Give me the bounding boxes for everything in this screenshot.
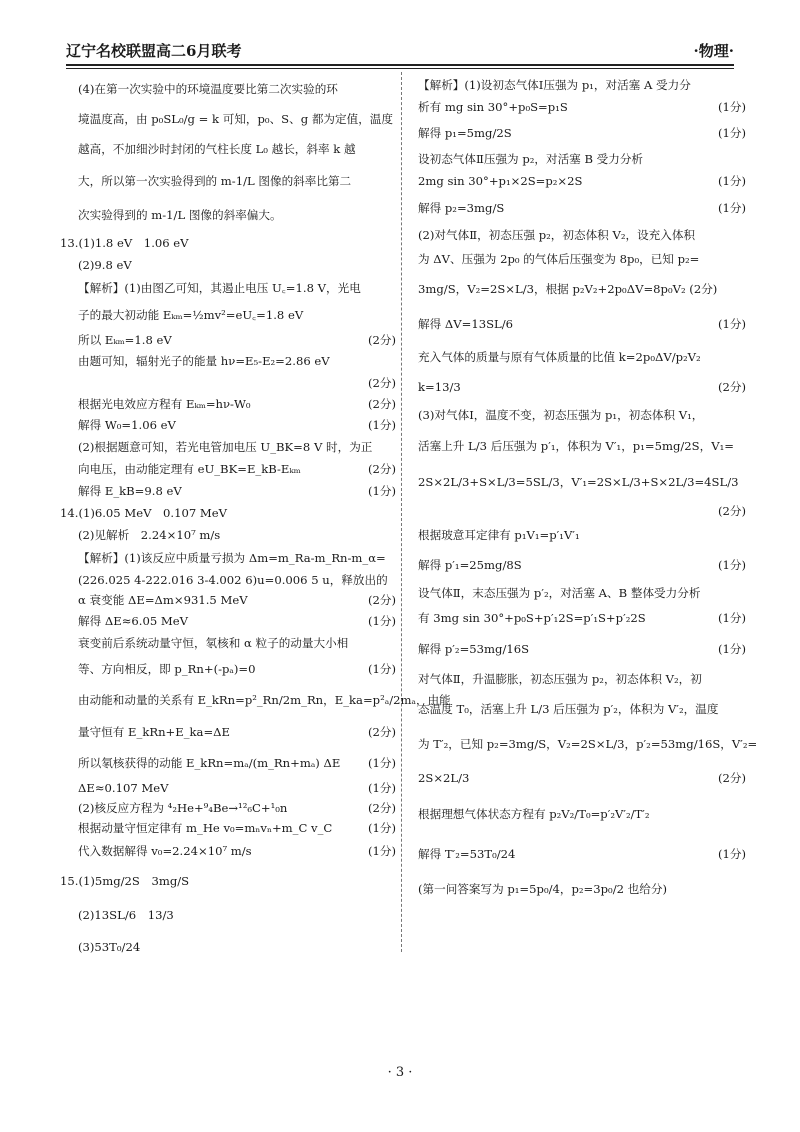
answer-text: 向电压，由动能定理有 eU_BK=E_kB-Eₖₘ (78, 462, 301, 476)
right-line (418, 548, 746, 582)
right-line (418, 272, 746, 306)
right-line (418, 522, 746, 548)
answer-text: 解得 p′₂=53mg/16S (418, 642, 530, 656)
answer-text: 代入数据解得 v₀=2.24×10⁷ m/s (78, 844, 252, 858)
answer-text: 解得 T′₂=53T₀/24 (418, 847, 516, 861)
left-line (60, 838, 396, 864)
answer-text: 解得 p₂=3mg/S (418, 201, 505, 215)
answer-text: 大，所以第一次实验得到的 m-1/L 图像的斜率比第二 (78, 174, 352, 188)
score-points: (1分) (367, 614, 396, 628)
left-line (60, 394, 396, 414)
score-points: (2分) (367, 801, 396, 815)
left-line (60, 590, 396, 610)
answer-text: 根据理想气体状态方程有 p₂V₂/T₀=p′₂V′₂/T′₂ (418, 807, 650, 821)
score-points: (1分) (717, 847, 746, 861)
left-line (60, 610, 396, 632)
right-line (418, 692, 746, 726)
page-header (66, 40, 734, 66)
score-points: (1分) (367, 484, 396, 498)
right-line (418, 632, 746, 666)
score-points: (2分) (367, 376, 396, 390)
score-points: (1分) (367, 662, 396, 676)
header-rule-thin (66, 68, 734, 69)
left-line (60, 546, 396, 570)
right-column (418, 74, 758, 904)
right-line (418, 96, 746, 118)
left-line (60, 436, 396, 458)
column-divider (401, 72, 402, 952)
right-line (418, 726, 758, 762)
score-points: (2分) (717, 380, 746, 394)
answer-text: 所以 Eₖₘ=1.8 eV (78, 333, 172, 347)
answer-text: 解得 ΔE≈6.05 MeV (78, 614, 189, 628)
left-line (60, 74, 396, 104)
answer-text: (2)13SL/6 13/3 (78, 908, 174, 922)
answer-text: (2)核反应方程为 ⁴₂He+⁹₄Be→¹²₆C+¹₀n (78, 801, 288, 815)
right-line (418, 170, 746, 192)
score-points: (1分) (367, 756, 396, 770)
answer-text: 2S×2L/3+S×L/3=5SL/3，V′₁=2S×L/3+S×2L/3=4SL/3 (418, 475, 739, 489)
answer-text: (3)53T₀/24 (78, 940, 141, 954)
answer-text: 设初态气体Ⅱ压强为 p₂，对活塞 B 受力分析 (418, 152, 644, 166)
left-line (60, 798, 396, 818)
right-line (418, 428, 746, 464)
score-points: (1分) (717, 642, 746, 656)
left-line (60, 748, 396, 778)
left-line (60, 232, 396, 254)
left-line (60, 458, 396, 480)
right-line (418, 762, 746, 794)
left-line (60, 864, 396, 898)
left-line (60, 414, 396, 436)
answer-text: 由动能和动量的关系有 E_kRn=p²_Rn/2m_Rn，E_ka=p²ₐ/2mₐ，由能 (78, 693, 451, 707)
header-rule-thick (66, 64, 734, 66)
left-line (60, 570, 396, 590)
answer-text: 境温度高，由 p₀SL₀/g = k 可知，p₀、S、g 都为定值，温度 (78, 112, 393, 126)
right-line (418, 224, 746, 246)
right-line (418, 500, 746, 522)
score-points: (1分) (717, 611, 746, 625)
answer-text: 2mg sin 30°+p₁×2S=p₂×2S (418, 174, 583, 188)
answer-text: 衰变前后系统动量守恒，氡核和 α 粒子的动量大小相 (78, 636, 349, 650)
right-line (418, 372, 746, 402)
answer-text: 15.(1)5mg/2S 3mg/S (60, 874, 190, 888)
right-line (418, 402, 746, 428)
answer-text: (2)见解析 2.24×10⁷ m/s (78, 528, 221, 542)
page-number: · 3 · (387, 1065, 413, 1080)
answer-text: 【解析】(1)该反应中质量亏损为 Δm=m_Ra-m_Rn-m_α= (78, 551, 386, 565)
right-line (418, 192, 746, 224)
left-line (60, 104, 396, 134)
left-line (60, 134, 396, 164)
right-line (418, 582, 746, 604)
answer-text: 为 ΔV、压强为 2p₀ 的气体后压强变为 8p₀，已知 p₂= (418, 252, 700, 266)
left-line (60, 632, 396, 654)
right-line (418, 834, 746, 874)
answer-text: 解得 ΔV=13SL/6 (418, 317, 514, 331)
score-points: (2分) (367, 593, 396, 607)
score-points: (2分) (717, 504, 746, 518)
answer-text: 2S×2L/3 (418, 771, 470, 785)
left-line (60, 372, 396, 394)
left-line (60, 684, 451, 716)
right-line (418, 342, 746, 372)
answer-text: 14.(1)6.05 MeV 0.107 MeV (60, 506, 228, 520)
left-line (60, 164, 396, 198)
score-points: (1分) (367, 844, 396, 858)
left-line (60, 654, 396, 684)
answer-text: 根据光电效应方程有 Eₖₘ=hν-W₀ (78, 397, 251, 411)
score-points: (1分) (717, 126, 746, 140)
answer-text: 解得 p′₁=25mg/8S (418, 558, 522, 572)
right-line (418, 604, 746, 632)
subject-label: ·物理· (693, 42, 734, 60)
right-line (418, 306, 746, 342)
answer-text: 解得 p₁=5mg/2S (418, 126, 512, 140)
left-line (60, 778, 396, 798)
score-points: (1分) (367, 418, 396, 432)
score-points: (2分) (717, 771, 746, 785)
answer-text: k=13/3 (418, 380, 461, 394)
answer-text: (2)对气体Ⅱ，初态压强 p₂，初态体积 V₂，设充入体积 (418, 228, 696, 242)
answer-text: 根据动量守恒定律有 m_He v₀=mₙvₙ+m_C v_C (78, 821, 333, 835)
answer-text: 次实验得到的 m-1/L 图像的斜率偏大。 (78, 208, 282, 222)
score-points: (2分) (367, 333, 396, 347)
right-line (418, 874, 746, 904)
answer-text: 所以氡核获得的动能 E_kRn=mₐ/(m_Rn+mₐ) ΔE (78, 756, 341, 770)
right-line (418, 666, 746, 692)
answer-text: 对气体Ⅱ，升温膨胀，初态压强为 p₂，初态体积 V₂，初 (418, 672, 702, 686)
answer-text: 为 T′₂，已知 p₂=3mg/S，V₂=2S×L/3，p′₂=53mg/16S，V′₂= (418, 737, 758, 751)
left-line (60, 716, 396, 748)
answer-text: (3)对气体Ⅰ，温度不变，初态压强为 p₁，初态体积 V₁， (418, 408, 704, 422)
answer-text: 3mg/S，V₂=2S×L/3，根据 p₂V₂+2p₀ΔV=8p₀V₂ (2分) (418, 282, 718, 296)
right-line (418, 74, 746, 96)
answer-text: ΔE≈0.107 MeV (78, 781, 169, 795)
answer-text: 解得 W₀=1.06 eV (78, 418, 176, 432)
answer-text: 由题可知，辐射光子的能量 hν=E₅-E₂=2.86 eV (78, 354, 330, 368)
right-line (418, 794, 746, 834)
score-points: (1分) (717, 174, 746, 188)
answer-text: 析有 mg sin 30°+p₀S=p₁S (418, 100, 568, 114)
left-line (60, 276, 396, 300)
answer-text: (4)在第一次实验中的环境温度要比第二次实验的环 (78, 82, 338, 96)
answer-text: 子的最大初动能 Eₖₘ=½mv²=eU꜀=1.8 eV (78, 308, 304, 322)
answer-text: (2)9.8 eV (78, 258, 132, 272)
left-line (60, 300, 396, 330)
right-line (418, 118, 746, 148)
score-points: (1分) (717, 100, 746, 114)
answer-text: (第一问答案写为 p₁=5p₀/4，p₂=3p₀/2 也给分) (418, 882, 667, 896)
left-line (60, 350, 396, 372)
left-line (60, 502, 396, 524)
right-line (418, 246, 746, 272)
score-points: (2分) (367, 397, 396, 411)
score-points: (1分) (717, 558, 746, 572)
exam-title: 辽宁名校联盟高二6月联考 (66, 42, 242, 60)
left-line (60, 524, 396, 546)
answer-text: 【解析】(1)设初态气体Ⅰ压强为 p₁，对活塞 A 受力分 (418, 78, 691, 92)
left-line (60, 480, 396, 502)
answer-text: α 衰变能 ΔE=Δm×931.5 MeV (78, 593, 248, 607)
answer-text: 量守恒有 E_kRn+E_ka=ΔE (78, 725, 231, 739)
score-points: (2分) (367, 725, 396, 739)
answer-text: 态温度 T₀，活塞上升 L/3 后压强为 p′₂，体积为 V′₂，温度 (418, 702, 719, 716)
left-line (60, 818, 396, 838)
left-line (60, 898, 396, 932)
left-line (60, 330, 396, 350)
answer-text: 设气体Ⅱ，末态压强为 p′₂，对活塞 A、B 整体受力分析 (418, 586, 701, 600)
left-line (60, 254, 396, 276)
answer-text: 【解析】(1)由图乙可知，其遏止电压 U꜀=1.8 V，光电 (78, 281, 361, 295)
score-points: (1分) (367, 821, 396, 835)
answer-text: 根据玻意耳定律有 p₁V₁=p′₁V′₁ (418, 528, 580, 542)
left-line (60, 932, 396, 962)
score-points: (1分) (367, 781, 396, 795)
right-line (418, 464, 746, 500)
left-line (60, 198, 396, 232)
answer-text: 越高，不加细沙时封闭的气柱长度 L₀ 越长，斜率 k 越 (78, 142, 356, 156)
answer-text: 13.(1)1.8 eV 1.06 eV (60, 236, 189, 250)
answer-text: (226.025 4-222.016 3-4.002 6)u=0.006 5 u，释放出的 (78, 573, 388, 587)
score-points: (1分) (717, 317, 746, 331)
answer-text: 充入气体的质量与原有气体质量的比值 k=2p₀ΔV/p₂V₂ (418, 350, 701, 364)
right-line (418, 148, 746, 170)
score-points: (2分) (367, 462, 396, 476)
score-points: (1分) (717, 201, 746, 215)
answer-text: 解得 E_kB=9.8 eV (78, 484, 182, 498)
answer-text: 等、方向相反，即 p_Rn+(-pₐ)=0 (78, 662, 256, 676)
answer-text: (2)根据题意可知，若光电管加电压 U_BK=8 V 时，为正 (78, 440, 373, 454)
answer-text: 有 3mg sin 30°+p₀S+p′₁2S=p′₁S+p′₂2S (418, 611, 646, 625)
answer-text: 活塞上升 L/3 后压强为 p′₁，体积为 V′₁，p₁=5mg/2S，V₁= (418, 439, 734, 453)
